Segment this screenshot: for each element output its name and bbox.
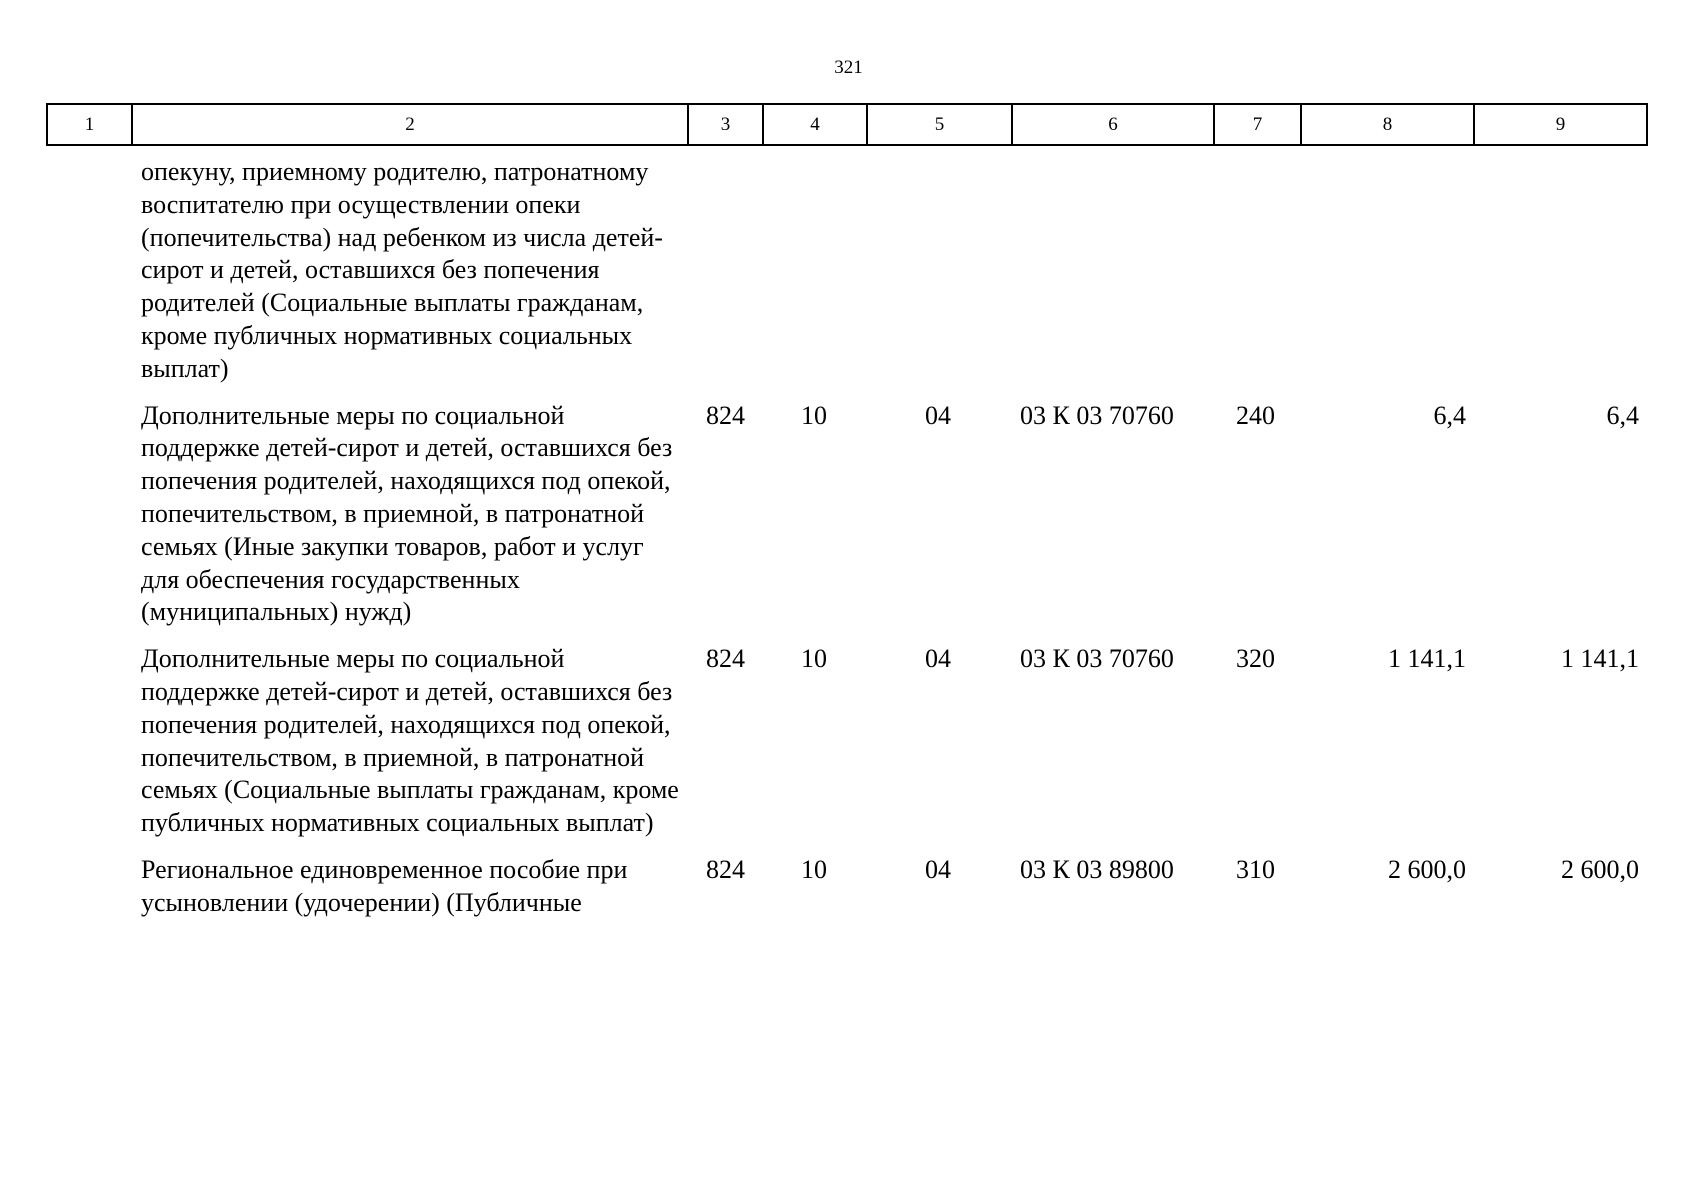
header-col-3: 3 bbox=[688, 104, 763, 145]
table-row bbox=[47, 854, 1647, 934]
row-col-7: 310 bbox=[1236, 854, 1275, 884]
budget-table bbox=[46, 103, 1648, 934]
row-col-9: 2 600,0 bbox=[1561, 854, 1639, 884]
row-col-5: 04 bbox=[925, 854, 951, 884]
row-col-3: 824 bbox=[706, 854, 745, 884]
table-row bbox=[47, 643, 1647, 854]
row-col-7: 240 bbox=[1236, 400, 1275, 430]
header-col-2: 2 bbox=[132, 104, 688, 145]
row-col-5: 04 bbox=[925, 400, 951, 430]
table-row bbox=[47, 400, 1647, 644]
page-number: 321 bbox=[834, 57, 863, 78]
header-col-1: 1 bbox=[47, 104, 132, 145]
row-col-1 bbox=[47, 643, 132, 854]
row-col-8: 6,4 bbox=[1433, 400, 1466, 430]
header-col-9: 9 bbox=[1474, 104, 1647, 145]
row-col-1 bbox=[47, 145, 132, 400]
row-description: опекуну, приемному родителю, патронатному воспитателю при осуществлении опеки (попечительства) над ребенком из числа детей-сирот и детей, оставшихся без попечения родителей (Социальные выплаты гражданам, кроме публичных нормативных социальных выплат) bbox=[141, 157, 663, 383]
row-col-4: 10 bbox=[801, 644, 827, 674]
table-row bbox=[47, 145, 1647, 400]
header-col-4: 4 bbox=[763, 104, 867, 145]
row-col-1 bbox=[47, 854, 132, 934]
row-col-6 bbox=[1012, 145, 1214, 400]
row-col-4 bbox=[763, 145, 867, 400]
row-col-3 bbox=[688, 145, 763, 400]
row-col-3: 824 bbox=[706, 400, 745, 430]
row-col-7 bbox=[1214, 145, 1301, 400]
row-col-9: 6,4 bbox=[1606, 400, 1639, 430]
row-col-6: 03 К 03 89800 bbox=[1020, 854, 1174, 884]
row-col-3: 824 bbox=[706, 644, 745, 674]
row-col-9 bbox=[1474, 145, 1647, 400]
row-col-8: 2 600,0 bbox=[1388, 854, 1466, 884]
row-description: Дополнительные меры по социальной поддержке детей-сирот и детей, оставшихся без попечения родителей, находящихся под опекой, попечительством, в приемной, в патронатной семьях (Социальные выплаты гражданам, кроме публичных нормативных социальных выплат) bbox=[141, 644, 679, 838]
row-col-7: 320 bbox=[1236, 644, 1275, 674]
row-col-1 bbox=[47, 400, 132, 644]
row-description: Дополнительные меры по социальной поддержке детей-сирот и детей, оставшихся без попечения родителей, находящихся под опекой, попечительством, в приемной, в патронатной семьях (Иные закупки товаров, работ и услуг для обеспечения государственных (муниципальных) нужд) bbox=[141, 400, 673, 627]
row-col-4: 10 bbox=[801, 854, 827, 884]
row-col-8 bbox=[1301, 145, 1474, 400]
header-col-8: 8 bbox=[1301, 104, 1474, 145]
column-number-header-row bbox=[47, 104, 1647, 145]
row-description: Региональное единовременное пособие при усыновлении (удочерении) (Публичные bbox=[141, 854, 628, 917]
row-col-9: 1 141,1 bbox=[1561, 644, 1639, 674]
row-col-6: 03 К 03 70760 bbox=[1020, 400, 1174, 430]
row-col-5: 04 bbox=[925, 644, 951, 674]
header-col-7: 7 bbox=[1214, 104, 1301, 145]
row-col-8: 1 141,1 bbox=[1388, 644, 1466, 674]
header-col-6: 6 bbox=[1012, 104, 1214, 145]
row-col-4: 10 bbox=[801, 400, 827, 430]
row-col-6: 03 К 03 70760 bbox=[1020, 644, 1174, 674]
header-col-5: 5 bbox=[867, 104, 1012, 145]
row-col-5 bbox=[867, 145, 1012, 400]
